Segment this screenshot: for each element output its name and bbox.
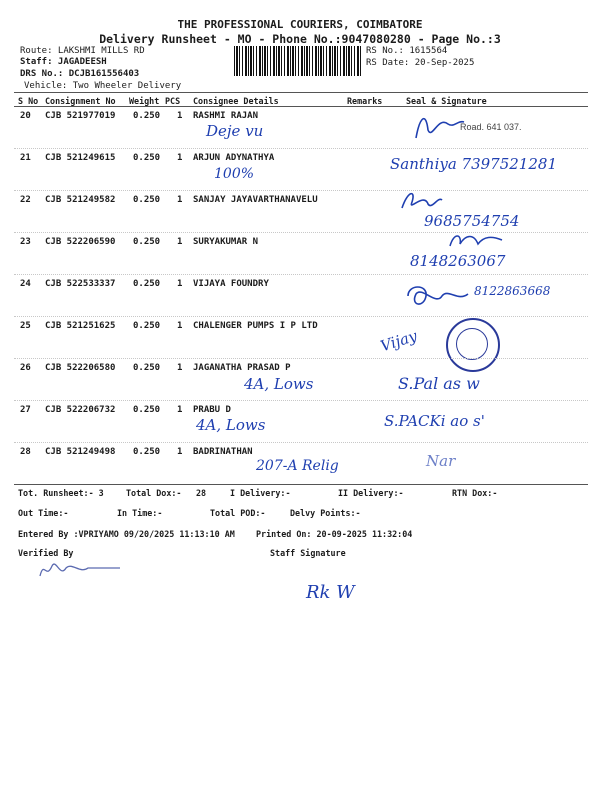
total-pod: Total POD:- <box>210 508 266 518</box>
route: Route: LAKSHMI MILLS RD <box>20 46 145 56</box>
col-remarks: Remarks <box>347 96 383 106</box>
row-sno: 26 <box>20 363 31 373</box>
row-consignment: CJB 521251625 <box>45 321 116 331</box>
barcode-image <box>234 46 362 76</box>
row-weight: 0.250 <box>133 405 161 415</box>
handwritten-note: 4A, Lows <box>244 375 314 393</box>
row-pcs: 1 <box>177 279 183 289</box>
col-seal-signature: Seal & Signature <box>406 96 487 106</box>
signature-scribble-icon <box>402 282 472 310</box>
total-dox-label: Total Dox:- <box>126 488 182 498</box>
row-consignment: CJB 521249498 <box>45 447 116 457</box>
row-divider <box>14 358 588 359</box>
rs-no: RS No.: 1615564 <box>366 46 448 56</box>
row-weight: 0.250 <box>133 195 161 205</box>
staff: Staff: JAGADEESH <box>20 57 107 67</box>
handwritten-note: Deje vu <box>206 122 264 140</box>
row-divider <box>14 400 588 401</box>
handwritten-signature: Vijay <box>378 326 420 356</box>
row-consignee: PRABU D <box>193 405 231 415</box>
col-consignment: Consignment No <box>45 96 116 106</box>
row-weight: 0.250 <box>133 111 161 121</box>
row-consignment: CJB 521977019 <box>45 111 116 121</box>
staff-signature-label: Staff Signature <box>270 548 346 558</box>
runsheet-title: Delivery Runsheet - MO - Phone No.:9047080280 - Page No.:3 <box>99 32 501 46</box>
row-sno: 28 <box>20 447 31 457</box>
row-consignment: CJB 522533337 <box>45 279 116 289</box>
table-rule-bottom <box>14 484 588 485</box>
drs-no: DRS No.: DCJB161556403 <box>20 69 140 79</box>
row-weight: 0.250 <box>133 237 161 247</box>
row-sno: 24 <box>20 279 31 289</box>
rtn-dox: RTN Dox:- <box>452 488 498 498</box>
row-consignee: BADRINATHAN <box>193 447 253 457</box>
row-consignee: RASHMI RAJAN <box>193 111 259 121</box>
handwritten-signature: Santhiya 7397521281 <box>390 155 557 173</box>
row-divider <box>14 148 588 149</box>
col-sno: S No <box>18 96 39 106</box>
row-consignee: VIJAYA FOUNDRY <box>193 279 269 289</box>
header-rule-bottom <box>14 106 588 107</box>
handwritten-note: 207-A Relig <box>256 458 339 474</box>
handwritten-signature: Road. 641 037. <box>460 122 522 132</box>
row-sno: 23 <box>20 237 31 247</box>
row-consignee: SANJAY JAYAVARTHANAVELU <box>193 195 318 205</box>
in-time: In Time:- <box>117 508 163 518</box>
row-divider <box>14 442 588 443</box>
row-sno: 20 <box>20 111 31 121</box>
entered-by: Entered By :VPRIYAMO 09/20/2025 11:13:10 AM <box>18 529 235 539</box>
staff-signature: Rk W <box>306 582 355 603</box>
signature-scribble-icon <box>398 188 444 214</box>
signature-scribble-icon <box>408 110 468 144</box>
row-sno: 27 <box>20 405 31 415</box>
row-consignee: ARJUN ADYNATHYA <box>193 153 275 163</box>
handwritten-note: 100% <box>214 166 255 182</box>
row-sno: 22 <box>20 195 31 205</box>
handwritten-signature: 8122863668 <box>474 284 551 298</box>
company-name: THE PROFESSIONAL COURIERS, COIMBATORE <box>177 18 423 31</box>
row-consignee: CHALENGER PUMPS I P LTD <box>193 321 318 331</box>
tot-runsheet: Tot. Runsheet:- 3 <box>18 488 104 498</box>
col-pcs: PCS <box>165 96 181 106</box>
out-time: Out Time:- <box>18 508 69 518</box>
handwritten-signature: S.PACKi ao s' <box>384 412 485 430</box>
row-sno: 21 <box>20 153 31 163</box>
row-consignment: CJB 521249615 <box>45 153 116 163</box>
row-weight: 0.250 <box>133 447 161 457</box>
ii-delivery: II Delivery:- <box>338 488 404 498</box>
row-pcs: 1 <box>177 111 183 121</box>
row-sno: 25 <box>20 321 31 331</box>
row-divider <box>14 316 588 317</box>
row-consignment: CJB 521249582 <box>45 195 116 205</box>
signature-scribble-icon <box>446 230 506 250</box>
row-weight: 0.250 <box>133 321 161 331</box>
col-consignee: Consignee Details <box>193 96 279 106</box>
handwritten-signature: 8148263067 <box>410 252 506 270</box>
i-delivery: I Delivery:- <box>230 488 291 498</box>
header-rule-top <box>14 92 588 93</box>
row-weight: 0.250 <box>133 279 161 289</box>
row-consignee: SURYAKUMAR N <box>193 237 259 247</box>
row-pcs: 1 <box>177 237 183 247</box>
row-consignee: JAGANATHA PRASAD P <box>193 363 291 373</box>
row-pcs: 1 <box>177 405 183 415</box>
row-consignment: CJB 522206580 <box>45 363 116 373</box>
row-pcs: 1 <box>177 195 183 205</box>
handwritten-signature: Nar <box>426 452 456 470</box>
company-seal-stamp <box>446 318 500 372</box>
delvy-points: Delvy Points:- <box>290 508 361 518</box>
total-dox-value: 28 <box>196 488 207 498</box>
row-pcs: 1 <box>177 447 183 457</box>
row-pcs: 1 <box>177 153 183 163</box>
row-divider <box>14 190 588 191</box>
handwritten-signature: 9685754754 <box>424 212 520 230</box>
row-weight: 0.250 <box>133 363 161 373</box>
verifier-signature-icon <box>36 556 122 582</box>
row-consignment: CJB 522206590 <box>45 237 116 247</box>
handwritten-note: 4A, Lows <box>196 416 266 434</box>
verified-by: Verified By <box>18 548 74 558</box>
row-weight: 0.250 <box>133 153 161 163</box>
rs-date: RS Date: 20-Sep-2025 <box>366 58 475 68</box>
row-divider <box>14 274 588 275</box>
row-consignment: CJB 522206732 <box>45 405 116 415</box>
row-pcs: 1 <box>177 363 183 373</box>
vehicle: Vehicle: Two Wheeler Delivery <box>24 81 182 91</box>
printed-on: Printed On: 20-09-2025 11:32:04 <box>256 529 413 539</box>
row-pcs: 1 <box>177 321 183 331</box>
handwritten-signature: S.Pal as w <box>398 374 480 393</box>
col-weight: Weight <box>129 96 160 106</box>
